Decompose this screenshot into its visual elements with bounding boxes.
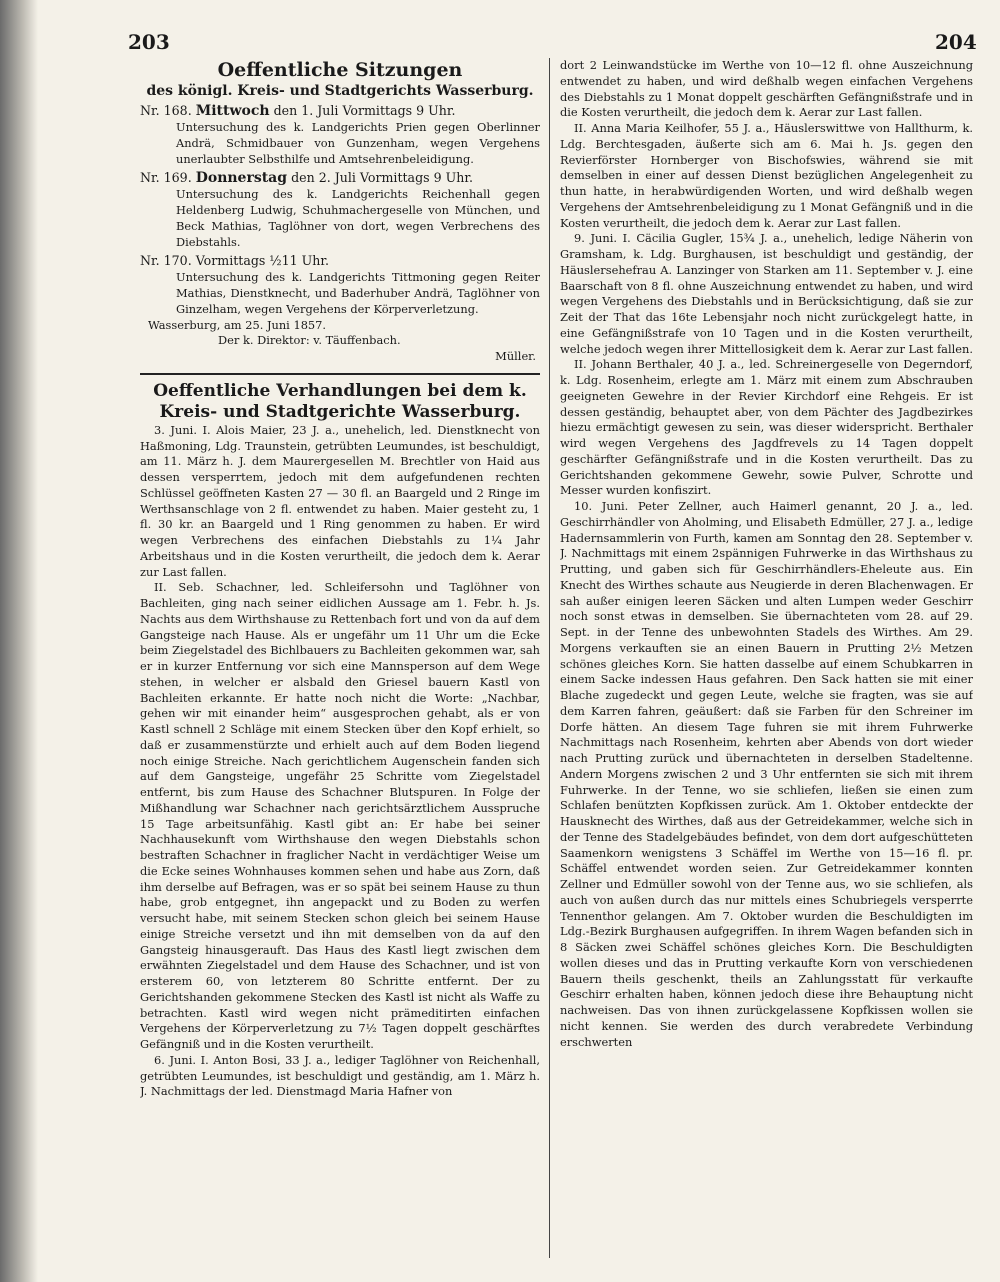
section-divider xyxy=(140,373,540,375)
session-day: Donnerstag xyxy=(195,170,288,187)
page-number-right: 204 xyxy=(935,30,977,54)
page-number-left: 203 xyxy=(128,30,170,54)
session-entry xyxy=(140,102,540,167)
session-entry xyxy=(140,169,540,250)
session-time: den 1. Juli Vormittags 9 Uhr. xyxy=(273,103,456,118)
right-column xyxy=(560,58,973,1268)
case-paragraph: II. Johann Berthaler, 40 J. a., led. Schreinergeselle von Degerndorf, k. Ldg. Rosenheim, erlegte am 1. März mit einem zum Abschrauben geeigneten Gewehre in der Revier Kirchdorf eine Rehgeis. Er ist dessen geständig, behauptet aber, von dem Pächter des Jagdbezirkes hiezu ermächtigt gewesen zu sein, was dieser widerspricht. Berthaler wird wegen Vergehens des Jagdfrevels zu 14 Tagen doppelt geschärfter Gefängnißstrafe und in die Kosten verurtheilt. Das zu Gerichtshanden gekommene Gewehr, sowie Pulver, Schrotte und Messer wurden konfiszirt. xyxy=(560,357,973,498)
sessions-subtitle: des königl. Kreis- und Stadtgerichts Wasserburg. xyxy=(146,83,534,99)
session-header xyxy=(140,169,540,187)
proceedings-title: Oeffentliche Verhandlungen bei dem k. Kreis- und Stadtgerichte Wasserburg. xyxy=(153,380,527,422)
session-description: Untersuchung des k. Landgerichts Tittmoning gegen Reiter Mathias, Dienstknecht, und Baderhuber Andrä, Taglöhner von Ginzelham, wegen Vergehens der Körperverletzung. xyxy=(176,270,540,316)
session-header xyxy=(140,252,540,270)
session-number: Nr. 170. xyxy=(140,253,192,269)
session-time: den 2. Juli Vormittags 9 Uhr. xyxy=(291,170,473,186)
session-description: Untersuchung des k. Landgerichts Reichenhall gegen Heldenberg Ludwig, Schuhmachergeselle von München, und Beck Mathias, Taglöhner von dort, wegen Verbrechens des Diebstahls. xyxy=(176,187,540,249)
case-paragraph: II. Anna Maria Keilhofer, 55 J. a., Häuslerswittwe von Hallthurm, k. Ldg. Berchtesgaden, äußerte sich am 6. Mai h. Js. gegen den Revierförster Hornberger von Bischofswies, während sie mit demselben in einer auf dessen Dienst bezüglichen Angelegenheit zu thun hatte, in herabwürdigenden Worten, und wird deßhalb wegen Vergehens der Amtsehrenbeleidigung zu 1 Monat Gefängniß und in die Kosten verurtheilt, die jedoch dem k. Aerar zur Last fallen. xyxy=(560,121,973,230)
column-divider xyxy=(549,58,550,1258)
session-entry xyxy=(140,252,540,317)
binding-gutter xyxy=(0,0,38,1282)
case-paragraph: 3. Juni. I. Alois Maier, 23 J. a., unehelich, led. Dienstknecht von Haßmoning, Ldg. Traunstein, getrübten Leumundes, ist beschuldigt, am 11. März h. J. dem Maurergesellen M. Brechtler von Haid aus dessen versperrtem, jedoch mit dem aufgefundenen rechten Schlüssel geöffneten Kasten 27 — 30 fl. an Baargeld und 2 Ringe im Werthsanschlage von 2 fl. entwendet zu haben. Maier gesteht zu, 1 fl. 30 kr. an Baargeld und 1 Ring genommen zu haben. Er wird wegen Verbrechens des einfachen Diebstahls zu 1¼ Jahr Arbeitshaus und in die Kosten verurtheilt, die jedoch dem k. Aerar zur Last fallen. xyxy=(140,422,540,579)
signature-city-date: Wasserburg, am 25. Juni 1857. xyxy=(148,317,327,332)
case-paragraph: II. Seb. Schachner, led. Schleifersohn und Taglöhner von Bachleiten, ging nach seiner eidlichen Aussage am 1. Febr. h. Js. Nachts aus dem Wirthshause zu Rettenbach fort und von da auf dem Gangsteige nach Hause. Als er ungefähr um 11 Uhr um die Ecke beim Ziegelstadel des Bichlbauers zu Bachleiten gekommen war, sah er in kurzer Entfernung vor sich eine Mannsperson auf dem Wege stehen, in welcher er alsbald den Griesel bauern Kastl von Bachleiten erkannte. Er hatte noch nicht die Worte: „Nachbar, gehen wir mit einander heim“ ausgesprochen gehabt, als er von Kastl schnell 2 Schläge mit einem Stecken über den Kopf erhielt, so daß er zusammenstürzte und erhielt auch auf dem Boden liegend noch einige Streiche. Nach gerichtlichem Augenschein fanden sich auf dem Gangsteige, ungefähr 25 Schritte vom Ziegelstadel entfernt, bis zum Hause des Schachner Blutspuren. In Folge der Mißhandlung war Schachner nach gerichtsärztlichem Ausspruche 15 Tage arbeitsunfähig. Kastl gibt an: Er habe bei seiner Nachhausekunft vom Wirthshause den wegen Diebstahls schon bestraften Schachner in fraglicher Nacht in verdächtiger Weise um die Ecke seines Wohnhauses kommen sehen und habe aus Zorn, daß ihm derselbe auf Befragen, was er so spät bei seinem Hause zu thun habe, grob entgegnet, ihn angepackt und zu Boden zu werfen versucht habe, mit seinem Stecken schon gleich bei seinem Hause einige Streiche versetzt und ihn mit demselben von da auf den Gangsteig hinausgerauft. Das Haus des Kastl liegt zwischen dem erwähnten Ziegelstadel und dem Hause des Schachner, und ist von ersterem 60, von letzterem 80 Schritte entfernt. Der zu Gerichtshanden gekommene Stecken des Kastl ist nicht als Waffe zu betrachten. Kastl wird wegen nicht prämeditirten einfachen Vergehens der Körperverletzung zu 7½ Tagen doppelt geschärftes Gefängniß und in die Kosten verurtheilt. xyxy=(140,580,540,1051)
signature-clerk: Müller. xyxy=(495,349,536,363)
case-paragraph: dort 2 Leinwandstücke im Werthe von 10—12 fl. ohne Auszeichnung entwendet zu haben, und wird deßhalb wegen einfachen Vergehens des Diebstahls zu 1 Monat doppelt geschärften Gefängnißstrafe und in die Kosten verurtheilt, die jedoch dem k. Aerar zur Last fallen. xyxy=(560,58,973,120)
case-paragraph: 10. Juni. Peter Zellner, auch Haimerl genannt, 20 J. a., led. Geschirrhändler von Aholming, und Elisabeth Edmüller, 27 J. a., ledige Hadernsammlerin von Furth, kamen am Sonntag den 28. September v. J. Nachmittags mit einem 2spännigen Fuhrwerke in das Wirthshaus zu Prutting, und gaben sich für Geschirrhändlers-Eheleute aus. Ein Knecht des Wirthes schaute aus Neugierde in deren Blachenwagen. Er sah außer einigen leeren Säcken und alten Lumpen weder Geschirr noch sonst etwas in demselben. Sie übernachteten vom 28. auf 29. Sept. in der Tenne des unbewohnten Stadels des Wirthes. Am 29. Morgens verkauften sie an einen Bauern in Prutting 2½ Metzen schönes gleiches Korn. Sie hatten dasselbe auf einem Schubkarren in einem Sacke indessen Haus gefahren. Den Sack hatten sie mit einer Blache zugedeckt und gegen Leute, welche sie fragten, was sie auf dem Karren fahren, geäußert: daß sie Farben für den Schreiner im Dorfe hätten. An diesem Tage fuhren sie mit ihrem Fuhrwerke Nachmittags nach Rosenheim, kehrten aber Abends von dort wieder nach Prutting zurück und übernachteten in derselben Stadeltenne. Andern Morgens zwischen 2 und 3 Uhr entfernten sie sich mit ihrem Fuhrwerke. In der Tenne, wo sie schliefen, ließen sie einen zum Schlafen benützten Kopfkissen zurück. Am 1. Oktober entdeckte der Hausknecht des Wirthes, daß aus der Getreidekammer, welche sich in der Tenne des Stadelgebäudes befindet, von dem dort aufgeschütteten Saamenkorn wenigstens 3 Schäffel im Werthe von 15—16 fl. pr. Schäffel entwendet worden seien. Zur Getreidekammer konnten Zellner und Edmüller sowohl von der Tenne aus, wo sie schliefen, als auch von außen durch das nur mittels eines Schubriegels versperrte Tennenthor gelangen. Am 7. Oktober wurden die Beschuldigten im Ldg.-Bezirk Burghausen aufgegriffen. In ihrem Wagen befanden sich in 8 Säcken zwei Schäffel schönes gleiches Korn. Die Beschuldigten wollen dieses und das in Prutting verkaufte Korn von verschiedenen Bauern theils geschenkt, theils an Zahlungsstatt für verkaufte Geschirr erhalten haben, können jedoch diese ihre Behauptung nicht nachweisen. Das von ihnen zurückgelassene Kopfkissen wollen sie nicht kennen. Sie werden des durch verabredete Verbindung erschwerten xyxy=(560,499,973,1049)
session-number: Nr. 169. xyxy=(140,170,192,186)
session-number: Nr. 168. xyxy=(140,103,192,118)
case-paragraph: 6. Juni. I. Anton Bosi, 33 J. a., lediger Taglöhner von Reichenhall, getrübten Leumundes, ist beschuldigt und geständig, am 1. März h. J. Nachmittags der led. Dienstmagd Maria Hafner von xyxy=(140,1052,540,1099)
session-header xyxy=(140,102,540,120)
sessions-title: Oeffentliche Sitzungen xyxy=(217,59,463,81)
case-paragraph: 9. Juni. I. Cäcilia Gugler, 15¾ J. a., unehelich, ledige Näherin von Gramsham, k. Ldg. Burghausen, ist beschuldigt und geständig, der Häuslersehefrau A. Lanzinger von Starken am 11. September v. J. eine Baarschaft von 8 fl. ohne Auszeichnung entwendet zu haben, und wird wegen Vergehens des Diebstahls und in Berücksichtigung, daß sie zur Zeit der That das 16te Lebensjahr noch nicht zurückgelegt hatte, in eine Gefängnißstrafe von 10 Tagen und in die Kosten verurtheilt, welche jedoch wegen ihrer Mittellosigkeit dem k. Aerar zur Last fallen. xyxy=(560,231,973,356)
session-time: Vormittags ½11 Uhr. xyxy=(195,253,329,269)
signature-director: Der k. Direktor: v. Täuffenbach. xyxy=(218,333,401,348)
session-day: Mittwoch xyxy=(195,103,270,119)
left-column xyxy=(140,58,540,1248)
session-description: Untersuchung des k. Landgerichts Prien gegen Oberlinner Andrä, Schmidbauer von Gunzenham, wegen Vergehens unerlaubter Selbsthilfe und Amtsehrenbeleidigung. xyxy=(176,120,540,166)
